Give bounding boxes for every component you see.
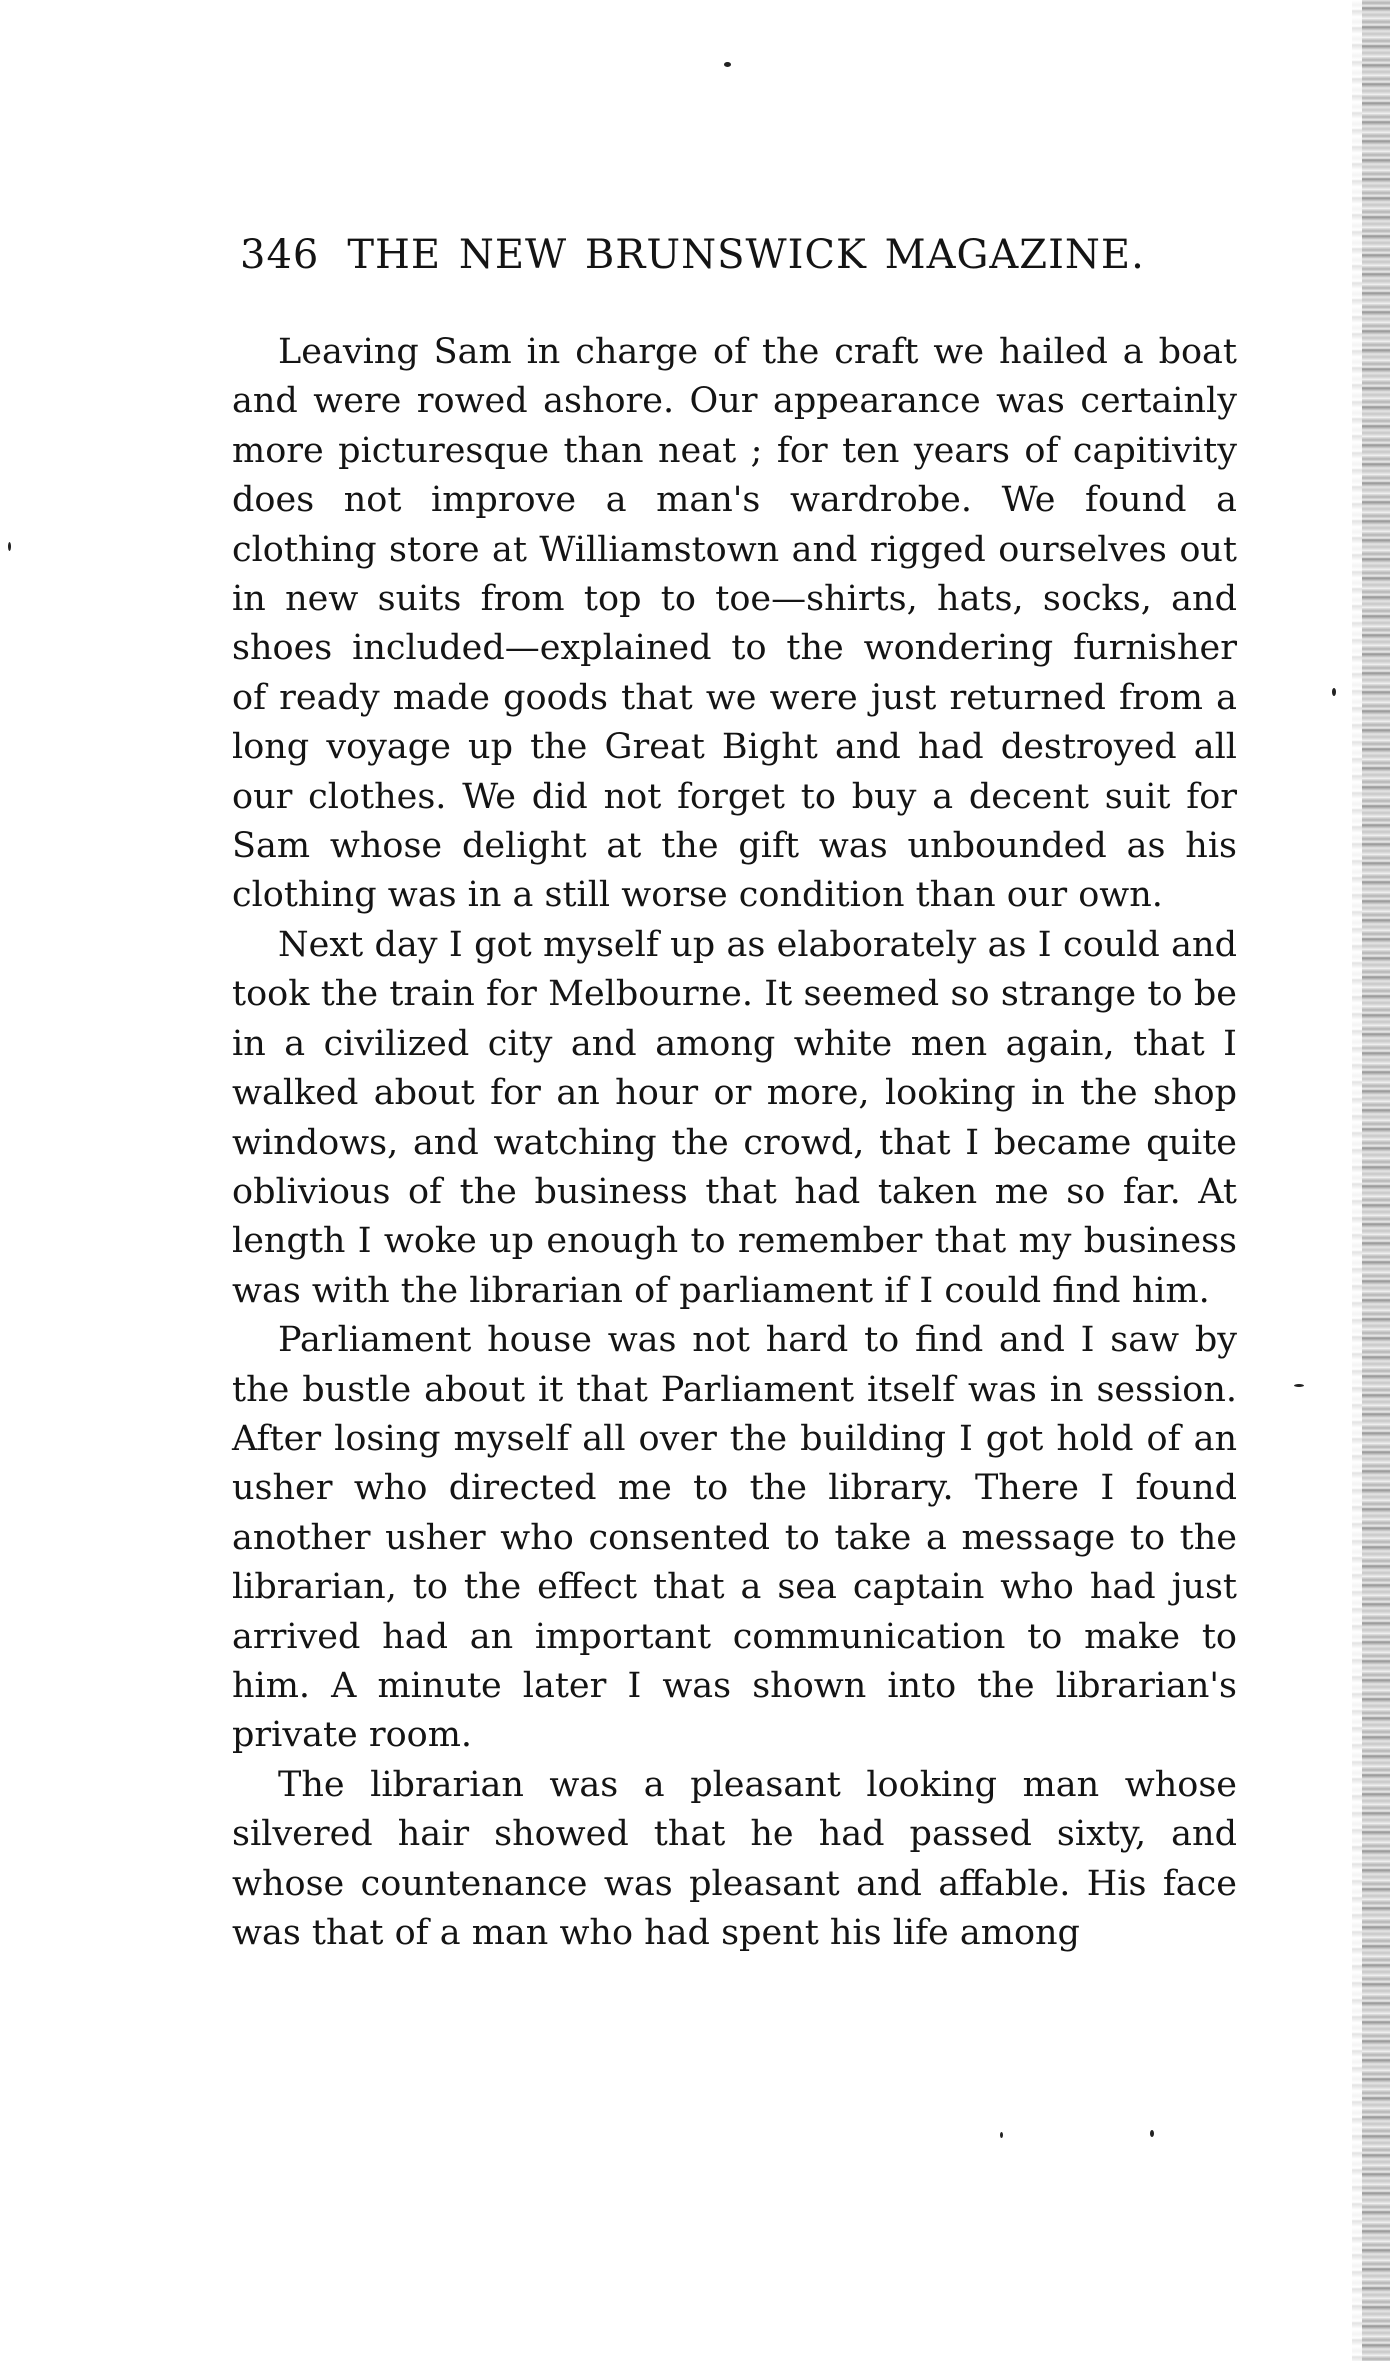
page-edge-shadow xyxy=(1352,0,1362,2361)
ink-speck xyxy=(1000,2132,1003,2138)
paragraph: The librarian was a pleasant looking man whose silvered hair showed that he had passed sixty, and whose countenance was pleasant and affable. His face was that of a man who had spent his life among xyxy=(232,1764,1237,1953)
paragraph: Next day I got myself up as elaborately as I could and took the train for Melbourne. It seemed so strange to be in a civilized city and among white men again, that I walked about for an hour or more, looking in the shop windows, and watching the crowd, that I became quite oblivious of the business that had taken me so far. At length I woke up enough to remember that my business was with the librarian of parliament if I could find him. xyxy=(232,924,1237,1311)
running-title: THE NEW BRUNSWICK MAGAZINE. xyxy=(347,232,1145,278)
running-header xyxy=(240,232,1180,292)
ink-speck xyxy=(1332,688,1336,696)
paragraph: Leaving Sam in charge of the craft we hailed a boat and were rowed ashore. Our appearance was certainly more picturesque than neat ; for ten years of capitivity does not improve a man's wardrobe. We found a clothing store at Williamstown and rigged ourselves out in new suits from top to toe—shirts, hats, socks, and shoes included—explained to the wondering furnisher of ready made goods that we were just returned from a long voyage up the Great Bight and had destroyed all our clothes. We did not forget to buy a decent suit for Sam whose delight at the gift was unbounded as his clothing was in a still worse condition than our own. xyxy=(232,332,1237,916)
ink-speck xyxy=(8,542,11,551)
ink-speck xyxy=(1294,1384,1304,1387)
ink-speck xyxy=(724,62,731,67)
body-text xyxy=(232,328,1237,1958)
page-number: 346 xyxy=(240,232,320,278)
ink-speck xyxy=(1150,2130,1154,2137)
paragraph: Parliament house was not hard to find and I saw by the bustle about it that Parliament itself was in session. After losing myself all over the building I got hold of an usher who directed me to the library. There I found another usher who consented to take a message to the librarian, to the effect that a sea captain who had just arrived had an important communication to make to him. A minute later I was shown into the librarian's private room. xyxy=(232,1320,1237,1756)
page-edge-scan-noise xyxy=(1362,0,1390,2361)
